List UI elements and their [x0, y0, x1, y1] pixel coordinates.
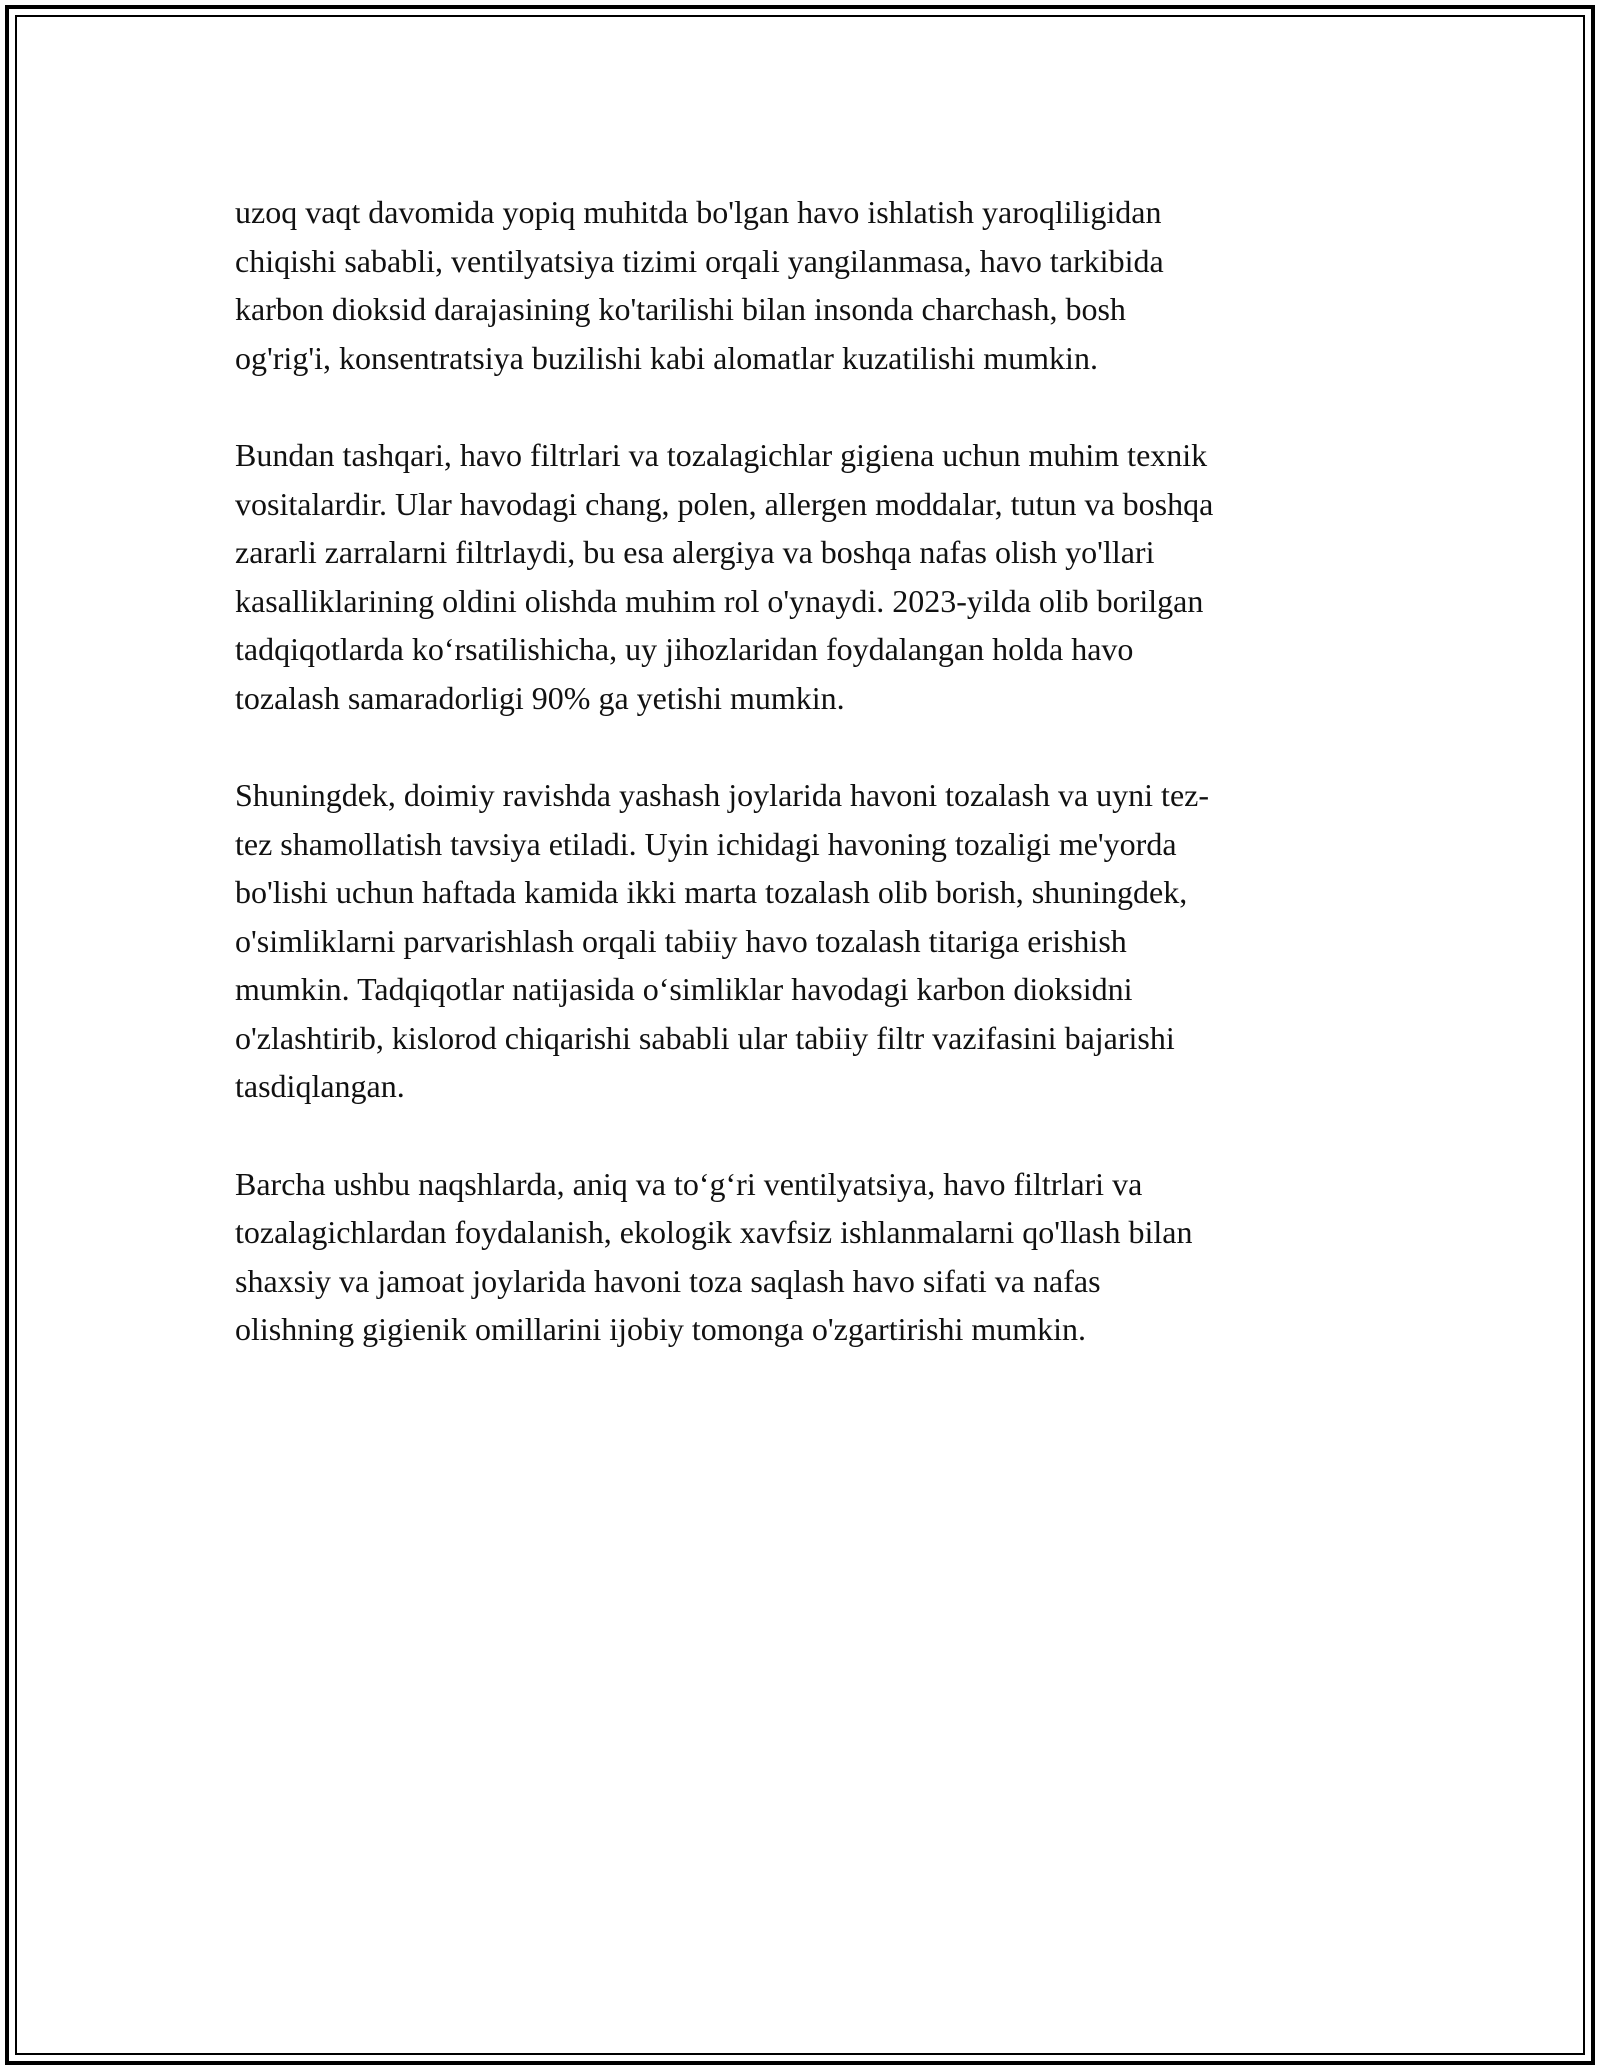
paragraph-line: chiqishi sababli, ventilyatsiya tizimi orqali yangilanmasa, havo tarkibida: [235, 242, 1164, 279]
paragraph-line: karbon dioksid darajasining ko'tarilishi bilan insonda charchash, bosh: [235, 291, 1126, 327]
paragraph-line: vositalardir. Ular havodagi chang, polen, allergen moddalar, tutun va boshqa: [235, 485, 1214, 522]
paragraph-line: tozalash samaradorligi 90% ga yetishi mumkin.: [235, 679, 845, 716]
paragraph-line: Shuningdek, doimiy ravishda yashash joylarida havoni tozalash va uyni tez-: [235, 777, 1209, 813]
paragraph-line: zararli zarralarni filtrlaydi, bu esa alergiya va boshqa nafas olish yo'llari: [235, 534, 1155, 570]
paragraph-3: [235, 771, 1365, 1111]
paragraph-line: mumkin. Tadqiqotlar natijasida o‘simliklar havodagi karbon dioksidni: [235, 971, 1133, 1007]
paragraph-2: [235, 431, 1365, 722]
paragraph-line: o'simliklarni parvarishlash orqali tabiiy havo tozalash titariga erishish: [235, 922, 1127, 959]
paragraph-1: [235, 188, 1365, 382]
paragraph-line: tadqiqotlarda ko‘rsatilishicha, uy jihozlaridan foydalangan holda havo: [235, 631, 1134, 667]
paragraph-line: kasalliklarining oldini olishda muhim rol o'ynaydi. 2023-yilda olib borilgan: [235, 582, 1204, 619]
paragraph-line: bo'lishi uchun haftada kamida ikki marta tozalash olib borish, shuningdek,: [235, 874, 1188, 910]
paragraph-4: [235, 1160, 1365, 1354]
paragraph-line: o'zlashtirib, kislorod chiqarishi sababli ular tabiiy filtr vazifasini bajarishi: [235, 1019, 1175, 1056]
paragraph-line: tasdiqlangan.: [235, 1068, 405, 1104]
paragraph-line: shaxsiy va jamoat joylarida havoni toza saqlash havo sifati va nafas: [235, 1262, 1101, 1299]
paragraph-line: tozalagichlardan foydalanish, ekologik xavfsiz ishlanmalarni qo'llash bilan: [235, 1214, 1193, 1250]
paragraph-line: og'rig'i, konsentratsiya buzilishi kabi alomatlar kuzatilishi mumkin.: [235, 339, 1098, 376]
paragraph-line: uzoq vaqt davomida yopiq muhitda bo'lgan havo ishlatish yaroqliligidan: [235, 194, 1162, 230]
paragraph-line: Bundan tashqari, havo filtrlari va tozalagichlar gigiena uchun muhim texnik: [235, 437, 1208, 473]
paragraph-line: olishning gigienik omillarini ijobiy tomonga o'zgartirishi mumkin.: [235, 1311, 1087, 1347]
paragraph-line: Barcha ushbu naqshlarda, aniq va to‘g‘ri ventilyatsiya, havo filtrlari va: [235, 1165, 1143, 1202]
document-body: [235, 188, 1365, 1403]
paragraph-line: tez shamollatish tavsiya etiladi. Uyin ichidagi havoning tozaligi me'yorda: [235, 825, 1177, 862]
